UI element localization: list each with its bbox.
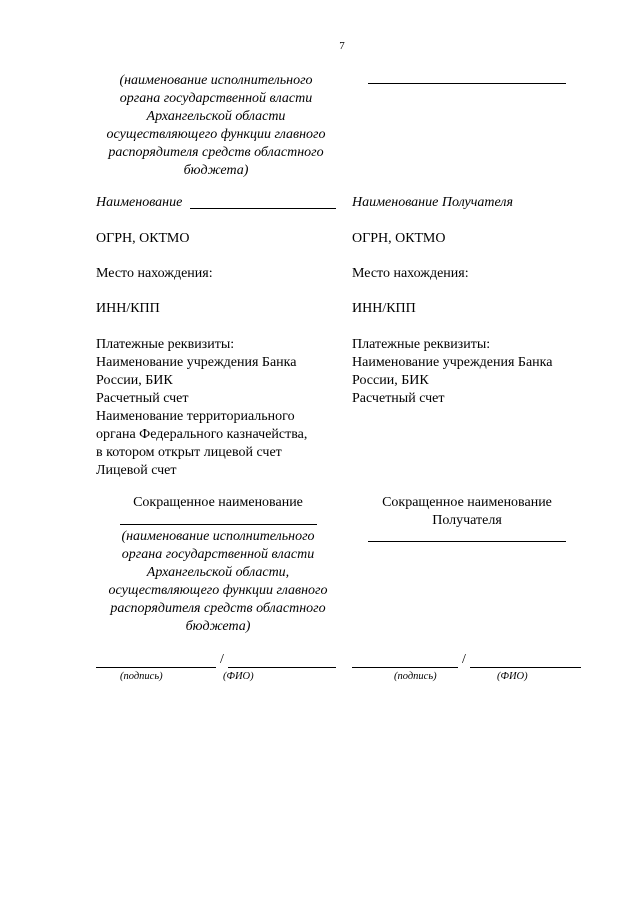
payment-line: России, БИК — [352, 373, 429, 388]
payment-line: России, БИК — [96, 373, 173, 388]
right-location: Место нахождения: — [352, 266, 469, 281]
left-fio-line — [228, 667, 336, 668]
payment-line: Лицевой счет — [96, 463, 177, 478]
payment-line: Расчетный счет — [352, 391, 445, 406]
page-number: 7 — [339, 40, 345, 52]
short-name-line: Сокращенное наименование — [382, 495, 552, 510]
left-location: Место нахождения: — [96, 266, 213, 281]
left-short-name-line — [120, 524, 317, 525]
caption-line: бюджета) — [185, 619, 251, 634]
right-short-name-line — [368, 541, 566, 542]
left-fio-caption: (ФИО) — [223, 671, 254, 682]
right-fio-line — [470, 667, 581, 668]
caption-line: бюджета) — [183, 163, 249, 178]
payment-line: Наименование территориального — [96, 409, 295, 424]
payment-line: Платежные реквизиты: — [352, 337, 491, 352]
left-ogrn: ОГРН, ОКТМО — [96, 231, 190, 246]
caption-line: осуществляющего функции главного — [108, 583, 328, 598]
short-name-line: Получателя — [432, 513, 502, 528]
caption-line: распорядителя средств областного — [108, 145, 324, 160]
top-left-caption — [96, 72, 336, 180]
caption-line: (наименование исполнительного — [121, 529, 315, 544]
left-sign-caption: (подпись) — [120, 671, 163, 682]
right-ogrn: ОГРН, ОКТМО — [352, 231, 446, 246]
caption-line: распорядителя средств областного — [110, 601, 326, 616]
right-slash: / — [462, 652, 466, 667]
caption-line: органа государственной власти — [121, 547, 315, 562]
caption-line: осуществляющего функции главного — [106, 127, 326, 142]
payment-line: в котором открыт лицевой счет — [96, 445, 282, 460]
left-short-caption — [96, 528, 340, 636]
right-sign-caption: (подпись) — [394, 671, 437, 682]
right-payment-details — [352, 336, 552, 408]
payment-line: Расчетный счет — [96, 391, 189, 406]
caption-line: Архангельской области — [146, 109, 286, 124]
caption-line: органа государственной власти — [119, 91, 313, 106]
caption-line: Архангельской области, — [146, 565, 290, 580]
top-right-signature-line — [368, 83, 566, 84]
payment-line: Наименование учреждения Банка — [96, 355, 297, 370]
left-name-line — [190, 208, 336, 209]
caption-line: (наименование исполнительного — [119, 73, 313, 88]
left-inn: ИНН/КПП — [96, 301, 160, 316]
right-signature-line — [352, 667, 458, 668]
left-slash: / — [220, 652, 224, 667]
left-signature-line — [96, 667, 216, 668]
payment-line: Наименование учреждения Банка — [352, 355, 553, 370]
right-name-label: Наименование Получателя — [352, 195, 514, 210]
right-inn: ИНН/КПП — [352, 301, 416, 316]
payment-line: органа Федерального казначейства, — [96, 427, 308, 442]
right-short-name — [352, 494, 582, 530]
left-payment-details — [96, 336, 307, 480]
left-name-label: Наименование — [96, 195, 183, 210]
left-short-name: Сокращенное наименование — [133, 495, 303, 510]
payment-line: Платежные реквизиты: — [96, 337, 235, 352]
right-fio-caption: (ФИО) — [497, 671, 528, 682]
